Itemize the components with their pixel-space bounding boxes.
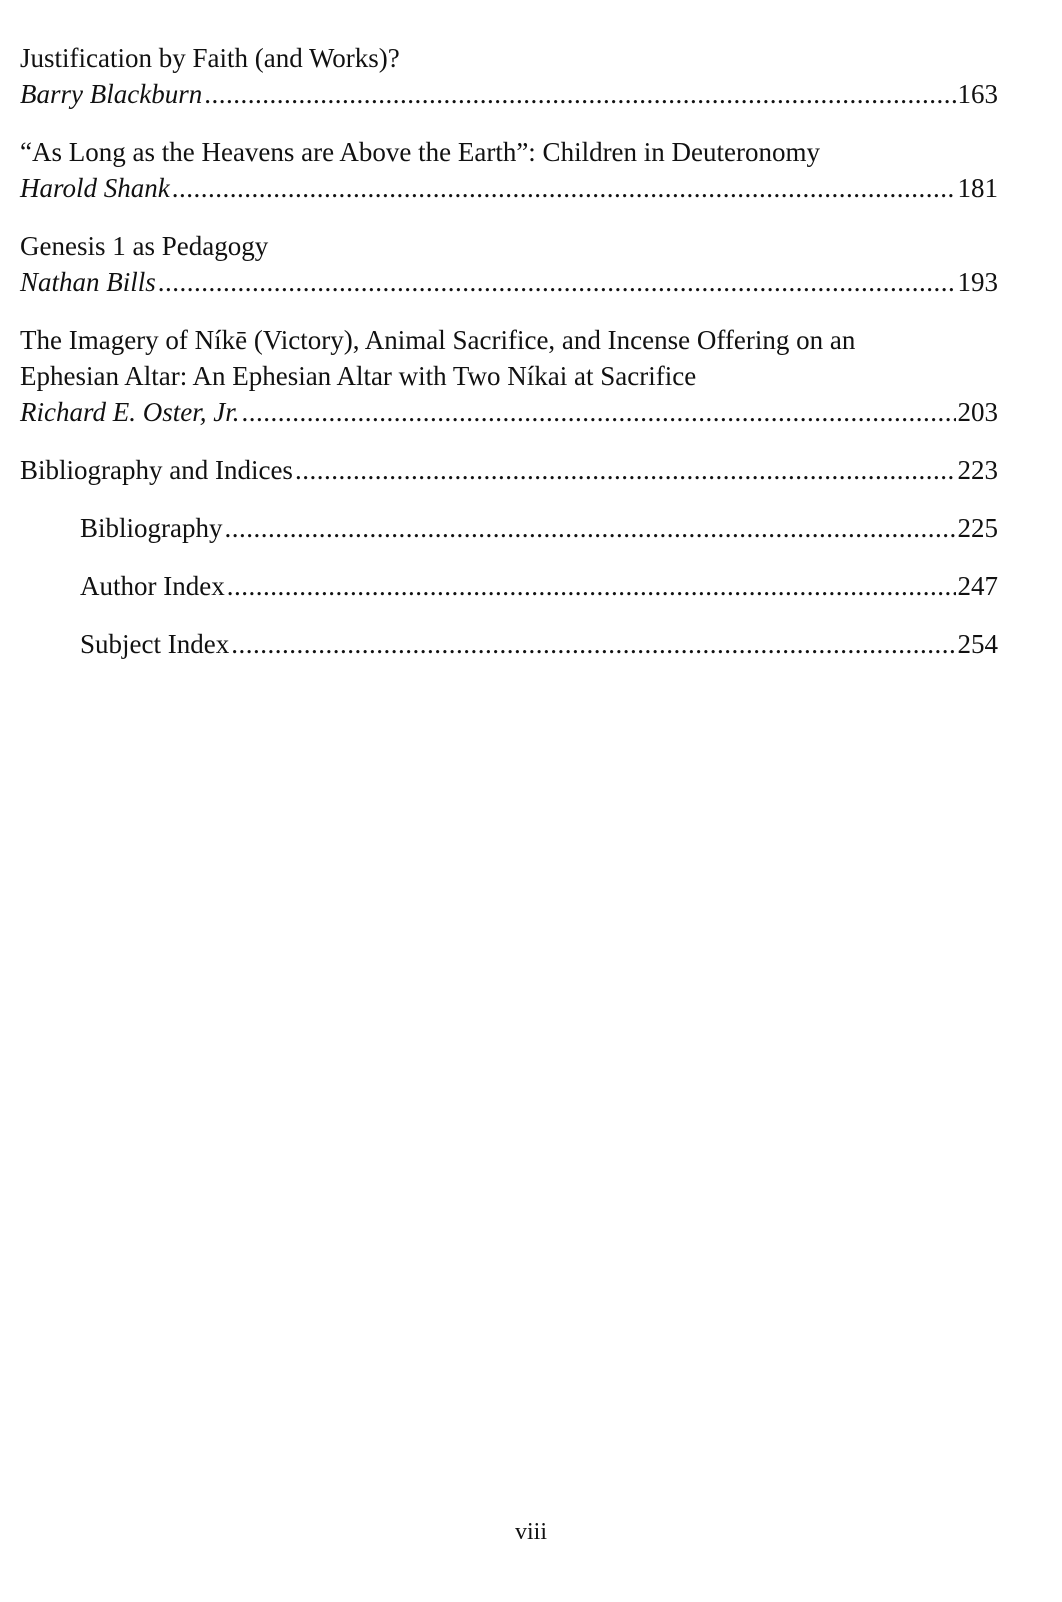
sub-entry-author-index (20, 568, 998, 604)
entry-title: “As Long as the Heavens are Above the Earth”: Children in Deuteronomy (20, 137, 821, 167)
sub-entry-page-number: 247 (957, 571, 998, 601)
toc-entry (20, 322, 998, 430)
entry-page-number: 203 (957, 397, 998, 427)
toc-entry (20, 134, 998, 206)
dot-leader (231, 626, 955, 662)
entry-page-number: 193 (957, 267, 998, 297)
dot-leader (225, 510, 956, 546)
back-matter-row (20, 452, 998, 488)
sub-entry-page-number: 254 (957, 629, 998, 659)
entry-author: Richard E. Oster, Jr. (20, 397, 240, 427)
sub-entry-subject-index (20, 626, 998, 662)
sub-entry-bibliography (20, 510, 998, 546)
entry-author-row (20, 170, 998, 206)
entry-title: Genesis 1 as Pedagogy (20, 231, 269, 261)
sub-entry-label: Subject Index (80, 629, 230, 659)
entry-author-row (20, 394, 998, 430)
sub-entry-row (80, 568, 998, 604)
entry-author-row (20, 76, 998, 112)
back-matter-label: Bibliography and Indices (20, 455, 293, 485)
sub-entry-row (80, 510, 998, 546)
table-of-contents (20, 40, 998, 684)
entry-page-number: 163 (957, 79, 998, 109)
entry-author-row (20, 264, 998, 300)
dot-leader (204, 76, 955, 112)
dot-leader (158, 264, 956, 300)
dot-leader (295, 452, 956, 488)
page-folio: viii (514, 1519, 547, 1545)
entry-title: Justification by Faith (and Works)? (20, 43, 400, 73)
entry-author: Barry Blackburn (20, 79, 203, 109)
entry-title-continuation: Ephesian Altar: An Ephesian Altar with Two Níkai at Sacrifice (20, 361, 697, 391)
entry-author: Nathan Bills (20, 267, 156, 297)
entry-author: Harold Shank (20, 173, 170, 203)
entry-title: The Imagery of Níkē (Victory), Animal Sacrifice, and Incense Offering on an (20, 325, 856, 355)
back-matter-page-number: 223 (957, 455, 998, 485)
sub-entry-page-number: 225 (957, 513, 998, 543)
dot-leader (227, 568, 956, 604)
entry-page-number: 181 (957, 173, 998, 203)
dot-leader (172, 170, 956, 206)
toc-entry (20, 228, 998, 300)
sub-entry-row (80, 626, 998, 662)
dot-leader (241, 394, 955, 430)
toc-entry (20, 40, 998, 112)
back-matter-entry (20, 452, 998, 488)
sub-entry-label: Author Index (80, 571, 225, 601)
sub-entry-label: Bibliography (80, 513, 223, 543)
